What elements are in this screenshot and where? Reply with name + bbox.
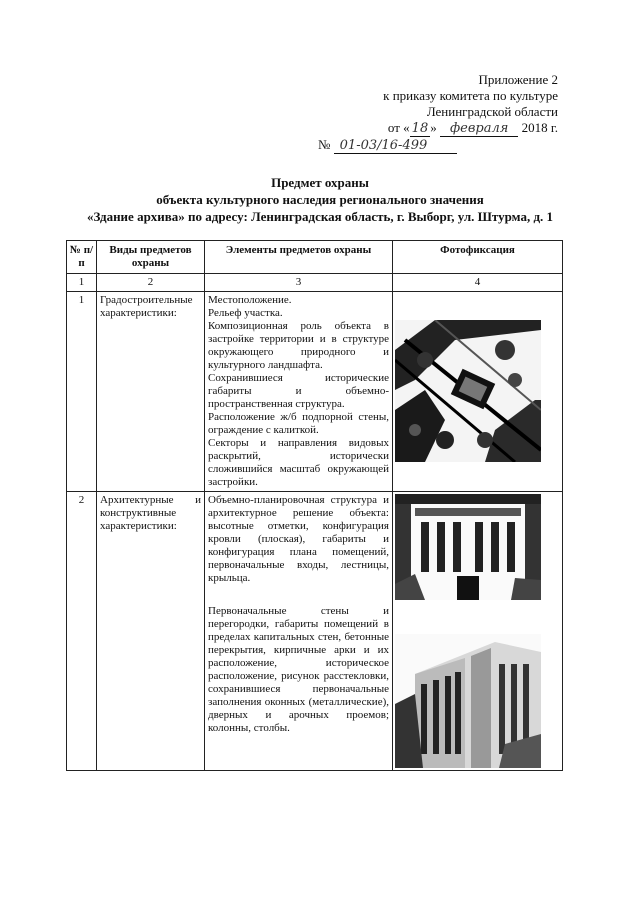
row-type: Градостроительные характеристики: (97, 292, 205, 492)
appendix-number (278, 137, 558, 154)
number-value: 01-03/16-499 (334, 138, 458, 154)
perspective-photo (395, 634, 541, 768)
appendix-line-2: к приказу комитета по культуре (383, 88, 558, 103)
appendix-block (278, 72, 558, 154)
appendix-line-3: Ленинградской области (426, 104, 558, 119)
row-number: 1 (67, 292, 97, 492)
date-day: 18 (411, 121, 429, 136)
number-prefix: № (318, 137, 331, 152)
col-number: 2 (97, 274, 205, 292)
table-row (67, 292, 563, 492)
element-text: Рельеф участка. (208, 307, 283, 319)
row-photo (393, 292, 563, 492)
row-type: Архитектурные и конструктивные характеристики: (97, 492, 205, 771)
date-prefix: от « (387, 120, 410, 135)
protection-table (66, 240, 563, 771)
header-photo: Фотофиксация (393, 241, 563, 274)
element-text: Сохранившиеся исторические габариты и объемно-пространственная структура. (208, 372, 389, 410)
col-number: 4 (393, 274, 563, 292)
header-elements: Элементы предметов охраны (205, 241, 393, 274)
header-row (67, 241, 563, 274)
date-mid: » (430, 120, 437, 135)
row-elements (205, 492, 393, 771)
row-number: 2 (67, 492, 97, 771)
header-type: Виды предметов охраны (97, 241, 205, 274)
element-text: Объемно-планировочная структура и архитектурное решение объекта: высотные отметки, конфигурация кровли (плоская), габариты и конфигурация плана помещений, первоначальные входы, лестницы, крыльца. (208, 494, 389, 584)
title-line-3: «Здание архива» по адресу: Ленинградская область, г. Выборг, ул. Штурма, д. 1 (86, 209, 554, 224)
element-text: Первоначальные стены и перегородки, габариты помещений в пределах капитальных стен, бетонные перекрытия, кирпичные арки и их расположение, историческое расположение, рисунок расстекловки, сохранившиеся первоначальные заполнения оконных (металлические), дверных и арочных проемов; колонны, столбы. (208, 605, 389, 734)
col-number: 1 (67, 274, 97, 292)
element-text: Секторы и направления видовых раскрытий, исторически сложившийся масштаб окружающей застройки. (208, 437, 389, 488)
table-row (67, 492, 563, 771)
date-month: февраля (440, 121, 518, 137)
title-line-2: объекта культурного наследия регионального значения (156, 192, 484, 207)
facade-photo (395, 494, 541, 600)
appendix-date (278, 120, 558, 137)
appendix-line-1: Приложение 2 (478, 72, 558, 87)
element-text: Расположение ж/б подпорной стены, ограждение с калиткой. (208, 411, 389, 436)
aerial-photo (395, 320, 541, 462)
element-text: Композиционная роль объекта в застройке территории и в структуре окружающего природного и культурного ландшафта. (208, 320, 389, 371)
col-number: 3 (205, 274, 393, 292)
date-year: 2018 г. (521, 120, 558, 135)
document-title (40, 174, 600, 225)
row-elements (205, 292, 393, 492)
title-line-1: Предмет охраны (271, 175, 369, 190)
column-number-row (67, 274, 563, 292)
row-photo (393, 492, 563, 771)
header-num: № п/п (67, 241, 97, 274)
element-text: Местоположение. (208, 294, 292, 306)
spacer (208, 585, 389, 605)
